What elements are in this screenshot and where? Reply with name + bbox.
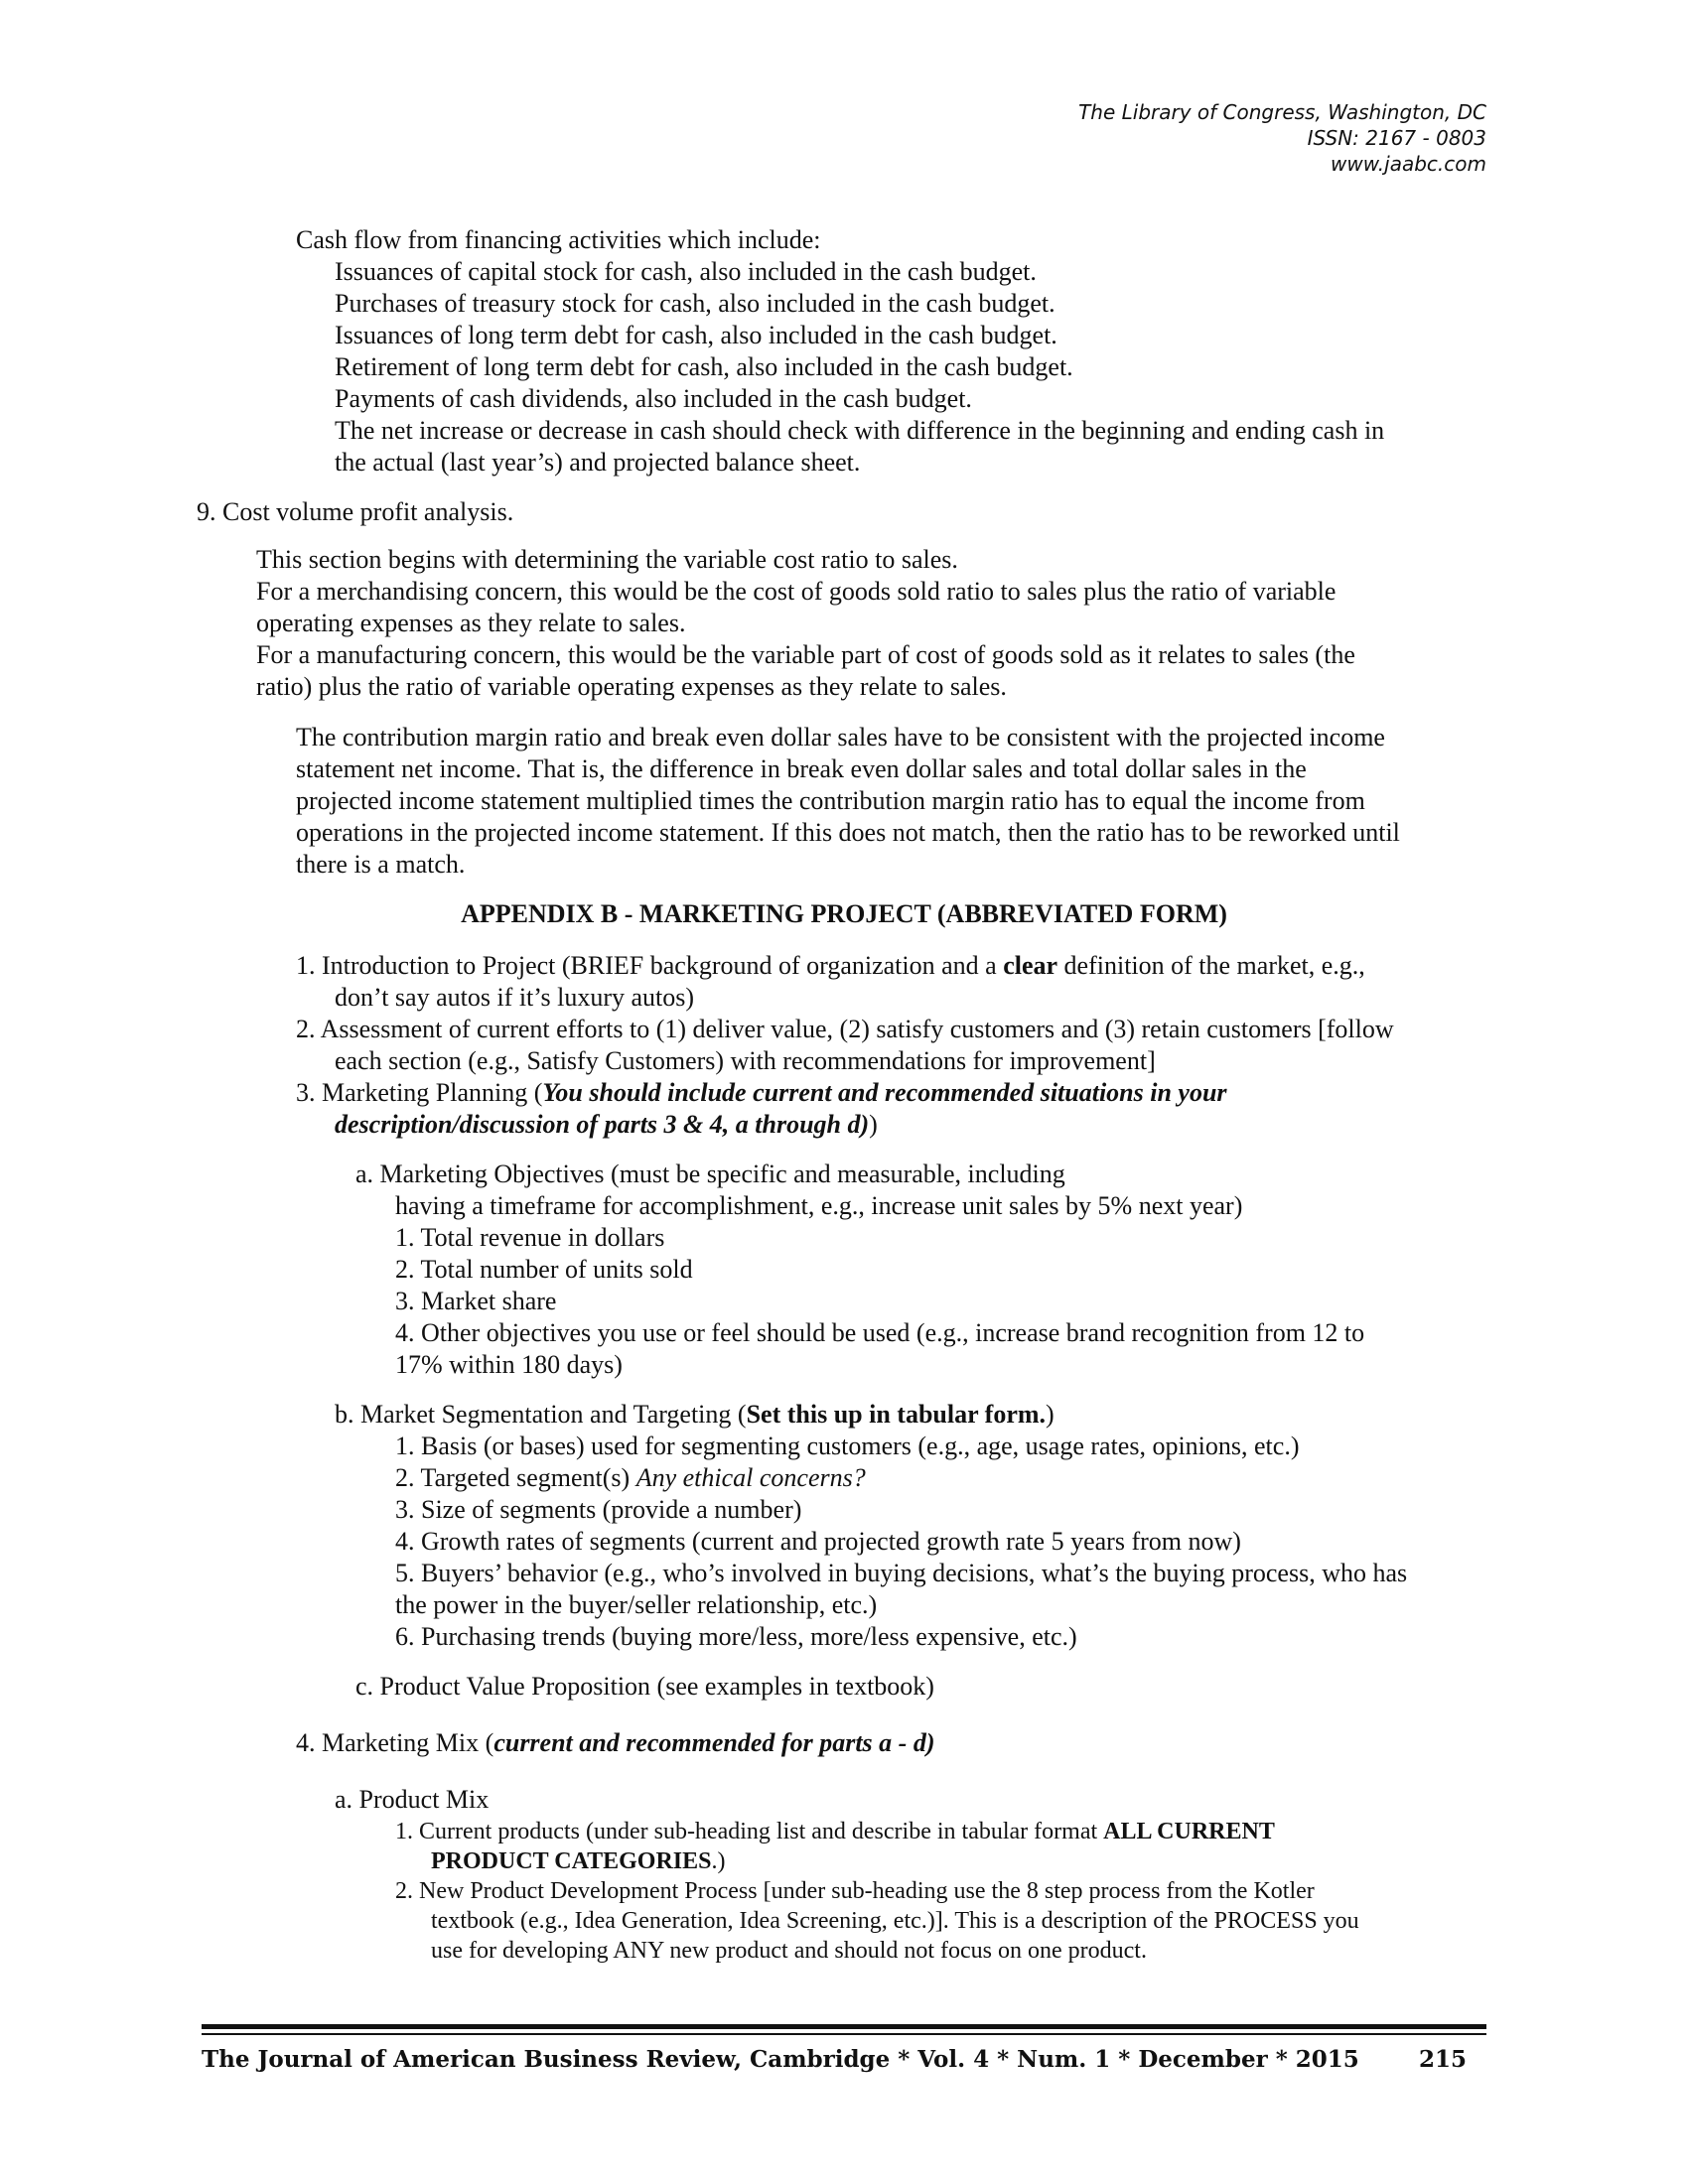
text-line: having a timeframe for accomplishment, e.g., increase unit sales by 5% next year) <box>395 1191 1243 1220</box>
sub-item: c. Product Value Proposition (see examples in textbook) <box>355 1672 934 1701</box>
page-number: 215 <box>1418 2046 1467 2073</box>
text-line: projected income statement multiplied times the contribution margin ratio has to equal the income from <box>296 786 1365 815</box>
list-item: 3. Marketing Planning (You should include current and recommended situations in your <box>296 1078 1227 1107</box>
text-line: statement net income. That is, the difference in break even dollar sales and total dollar sales in the <box>296 754 1307 783</box>
text-line: For a merchandising concern, this would be the cost of goods sold ratio to sales plus the ratio of variable <box>256 577 1336 606</box>
text-line: there is a match. <box>296 850 466 879</box>
appendix-title: APPENDIX B - MARKETING PROJECT (ABBREVIATED FORM) <box>461 899 1227 928</box>
text-line: 2. Targeted segment(s) Any ethical concerns? <box>395 1463 866 1492</box>
page-header <box>891 99 1486 177</box>
text-line: The contribution margin ratio and break even dollar sales have to be consistent with the projected income <box>296 723 1385 751</box>
text-line: This section begins with determining the variable cost ratio to sales. <box>256 545 958 574</box>
text-line: For a manufacturing concern, this would be the variable part of cost of goods sold as it relates to sales (the <box>256 640 1355 669</box>
text-line: Retirement of long term debt for cash, also included in the cash budget. <box>335 352 1073 381</box>
header-issn: ISSN: 2167 - 0803 <box>1307 126 1486 150</box>
text-line: textbook (e.g., Idea Generation, Idea Screening, etc.)]. This is a description of the PROCESS you <box>431 1908 1359 1934</box>
text-line: Purchases of treasury stock for cash, also included in the cash budget. <box>335 289 1055 318</box>
text-line: 1. Current products (under sub-heading list and describe in tabular format ALL CURRENT <box>395 1819 1275 1844</box>
text-line: 1. Total revenue in dollars <box>395 1223 665 1252</box>
text-line: Payments of cash dividends, also included in the cash budget. <box>335 384 972 413</box>
text-line: 2. New Product Development Process [under sub-heading use the 8 step process from the Kotler <box>395 1878 1315 1904</box>
text-line: 5. Buyers’ behavior (e.g., who’s involved in buying decisions, what’s the buying process, who has <box>395 1559 1408 1587</box>
text-line: 3. Size of segments (provide a number) <box>395 1495 802 1524</box>
text-line: the actual (last year’s) and projected balance sheet. <box>335 448 861 477</box>
text-line: description/discussion of parts 3 & 4, a through d)) <box>335 1110 878 1139</box>
text-line: ratio) plus the ratio of variable operating expenses as they relate to sales. <box>256 672 1007 701</box>
text-line: 4. Growth rates of segments (current and projected growth rate 5 years from now) <box>395 1527 1241 1556</box>
section-heading: 9. Cost volume profit analysis. <box>197 497 514 526</box>
footer-rule-thick <box>202 2024 1486 2029</box>
sub-item: a. Product Mix <box>335 1785 490 1814</box>
text-line: 3. Market share <box>395 1287 557 1315</box>
text-line: each section (e.g., Satisfy Customers) with recommendations for improvement] <box>335 1046 1156 1075</box>
text-line: the power in the buyer/seller relationship, etc.) <box>395 1590 878 1619</box>
text-line: 4. Other objectives you use or feel should be used (e.g., increase brand recognition from 12 to <box>395 1318 1365 1347</box>
text-line: Cash flow from financing activities which include: <box>296 225 821 254</box>
sub-item: b. Market Segmentation and Targeting (Set this up in tabular form.) <box>335 1400 1055 1429</box>
text-line: don’t say autos if it’s luxury autos) <box>335 983 695 1012</box>
header-website: www.jaabc.com <box>1331 152 1486 176</box>
text-line: The net increase or decrease in cash should check with difference in the beginning and ending cash in <box>335 416 1385 445</box>
list-item: 2. Assessment of current efforts to (1) deliver value, (2) satisfy customers and (3) retain customers [follow <box>296 1015 1394 1043</box>
text-line: operating expenses as they relate to sales. <box>256 609 686 637</box>
text-line: 2. Total number of units sold <box>395 1255 693 1284</box>
footer-rule-thin <box>202 2033 1486 2035</box>
text-line: use for developing ANY new product and should not focus on one product. <box>431 1938 1147 1964</box>
text-line: Issuances of capital stock for cash, also included in the cash budget. <box>335 257 1037 286</box>
header-library: The Library of Congress, Washington, DC <box>1078 100 1486 124</box>
text-line: operations in the projected income statement. If this does not match, then the ratio has to be reworked until <box>296 818 1400 847</box>
sub-item: a. Marketing Objectives (must be specific and measurable, including <box>355 1160 1065 1188</box>
text-line: 1. Basis (or bases) used for segmenting customers (e.g., age, usage rates, opinions, etc.) <box>395 1432 1300 1460</box>
text-line: Issuances of long term debt for cash, also included in the cash budget. <box>335 321 1057 349</box>
list-item: 4. Marketing Mix (current and recommended for parts a - d) <box>296 1728 935 1757</box>
text-line: 17% within 180 days) <box>395 1350 623 1379</box>
text-line: PRODUCT CATEGORIES.) <box>431 1848 726 1874</box>
text-line: 6. Purchasing trends (buying more/less, more/less expensive, etc.) <box>395 1622 1077 1651</box>
page-footer <box>202 2045 1486 2075</box>
list-item: 1. Introduction to Project (BRIEF background of organization and a clear definition of the market, e.g., <box>296 951 1365 980</box>
footer-journal: The Journal of American Business Review, Cambridge * Vol. 4 * Num. 1 * December * 2015 <box>202 2046 1359 2073</box>
